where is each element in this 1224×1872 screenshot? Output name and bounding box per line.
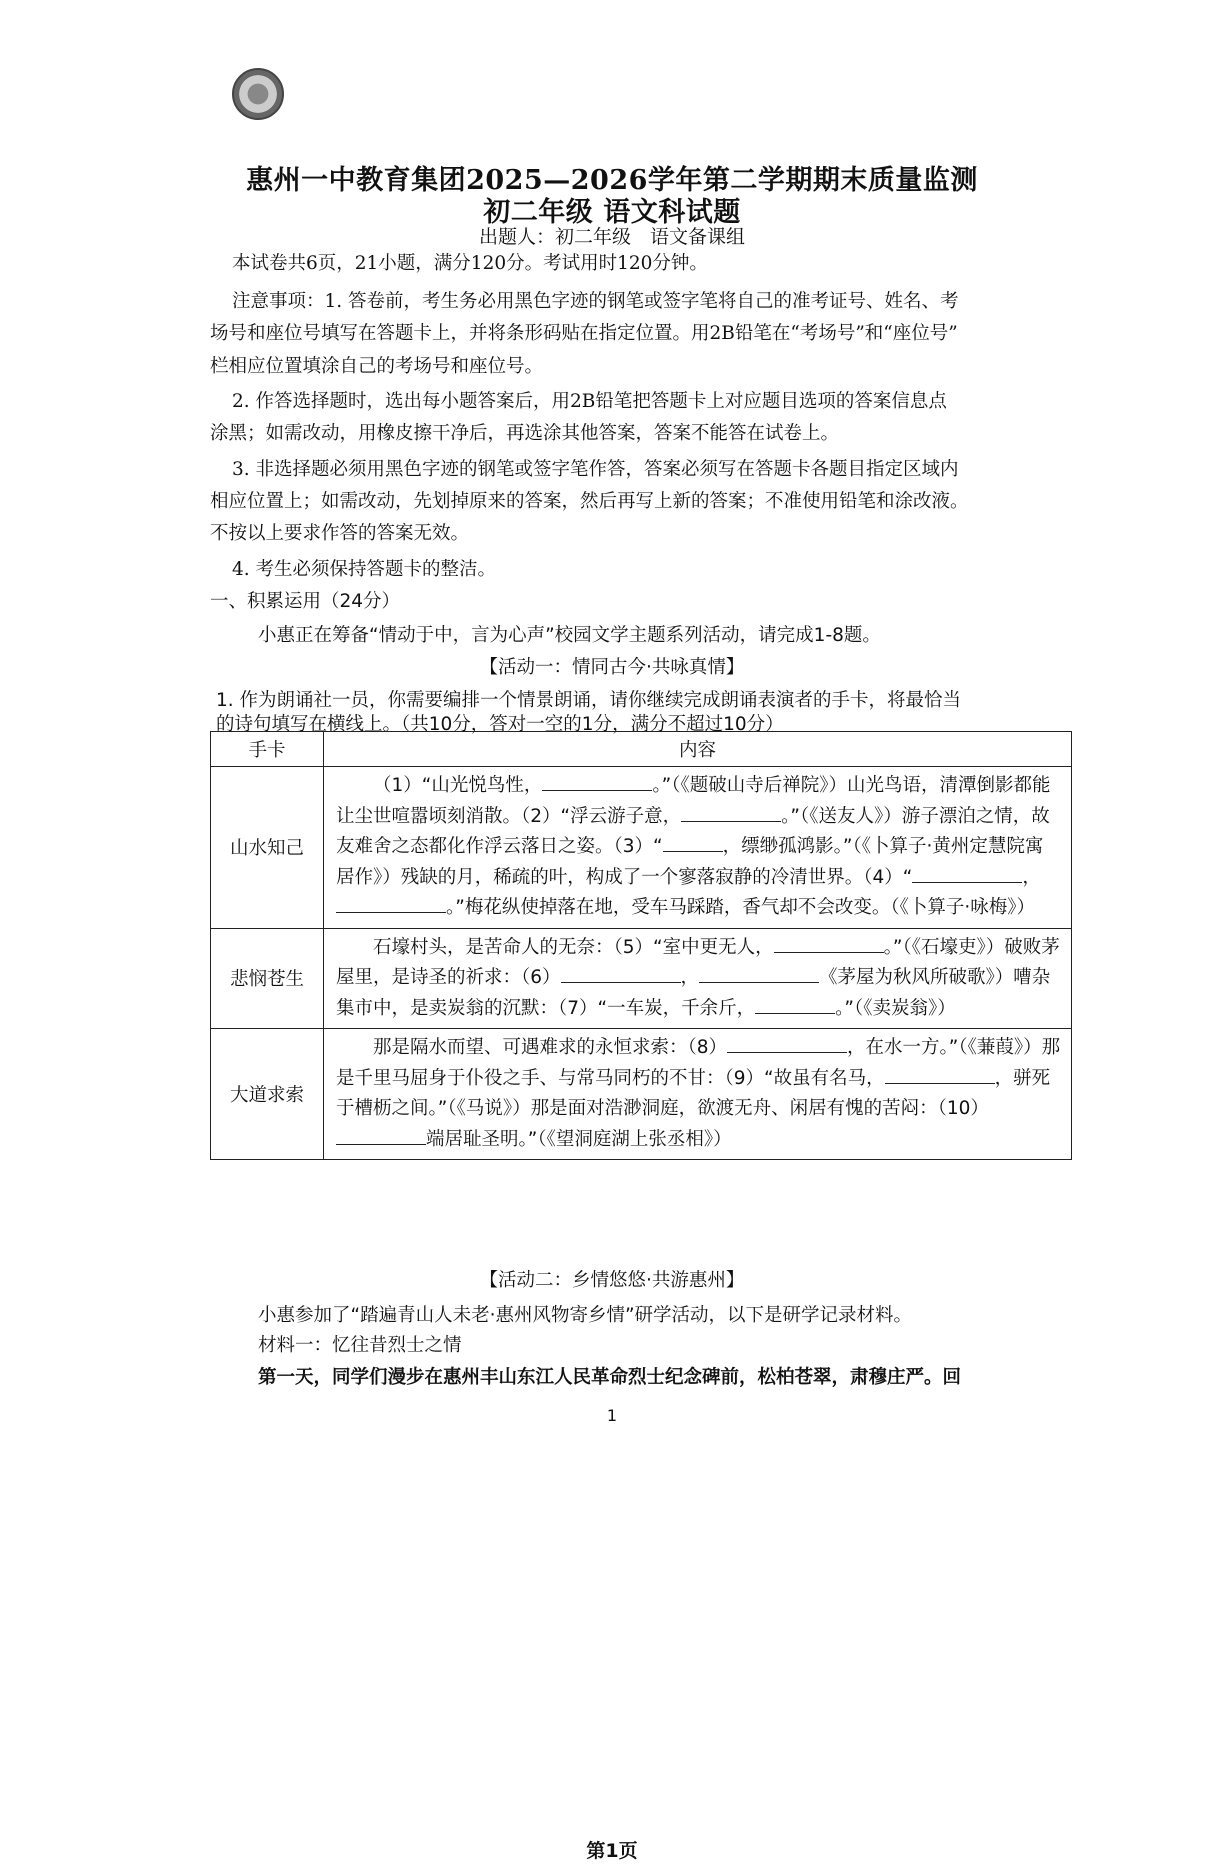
activity-lead: 小惠参加了“踏遍青山人未老·惠州风物寄乡情”研学活动，以下是研学记录材料。 xyxy=(258,1305,913,1326)
answer-blank[interactable] xyxy=(912,864,1022,883)
exam-summary: 本试卷共6页，21小题，满分120分。考试用时120分钟。 xyxy=(232,253,708,274)
row-label: 山水知己 xyxy=(211,767,324,929)
question-text: 的诗句填写在横线上。（共10分，答对一空的1分，满分不超过10分） xyxy=(216,714,784,735)
exam-title: 惠州一中教育集团2025—2026学年第二学期期末质量监测 xyxy=(246,165,978,196)
section-heading: 一、积累运用（24分） xyxy=(210,591,401,612)
note-line: 不按以上要求作答的答案无效。 xyxy=(210,523,470,544)
table-row xyxy=(211,928,1072,1029)
note-line: 涂黑；如需改动，用橡皮擦干净后，再选涂其他答案，答案不能答在试卷上。 xyxy=(210,423,840,444)
table-header-row xyxy=(211,732,1072,767)
note-line: 2. 作答选择题时，选出每小题答案后，用2B铅笔把答题卡上对应题目选项的答案信息点 xyxy=(232,391,947,412)
question-text: 1. 作为朗诵社一员，你需要编排一个情景朗诵，请你继续完成朗诵表演者的手卡，将最恰当 xyxy=(216,690,962,711)
answer-blank[interactable] xyxy=(774,934,884,953)
answer-blank[interactable] xyxy=(727,1034,847,1053)
answer-blank[interactable] xyxy=(699,964,819,983)
exam-subtitle: 初二年级 语文科试题 xyxy=(483,197,741,228)
page-number: 1 xyxy=(606,1406,618,1425)
activity-heading: 【活动二：乡情悠悠·共游惠州】 xyxy=(479,1270,745,1291)
note-line: 3. 非选择题必须用黑色字迹的钢笔或签字笔作答，答案必须写在答题卡各题目指定区域内 xyxy=(232,459,959,480)
note-line: 相应位置上；如需改动，先划掉原来的答案，然后再写上新的答案；不准使用铅笔和涂改液。 xyxy=(210,491,969,512)
school-seal-icon xyxy=(232,68,284,120)
note-line: 场号和座位号填写在答题卡上，并将条形码贴在指定位置。用2B铅笔在“考场号”和“座位号” xyxy=(210,323,958,344)
activity-heading: 【活动一：情同古今·共咏真情】 xyxy=(479,657,745,678)
answer-blank[interactable] xyxy=(336,894,446,913)
answer-blank[interactable] xyxy=(681,803,781,822)
answer-blank[interactable] xyxy=(561,964,681,983)
row-content: 那是隔水而望、可遇难求的永恒求索：（8） ，在水一方。”（《蒹葭》）那是千里马屈身于仆役之手、与常马同朽的不甘：（9）“故虽有名马， ，骈死于槽枥之间。”（《马说》）那是面对浩渺洞庭，欲渡无舟、闲居有愧的苦闷：（10）端居耻圣明。”（《望洞庭湖上张丞相》） xyxy=(324,1029,1072,1160)
note-line: 栏相应位置填涂自己的考场号和座位号。 xyxy=(210,356,544,377)
answer-blank[interactable] xyxy=(885,1065,995,1084)
section-lead: 小惠正在筹备“情动于中，言为心声”校园文学主题系列活动，请完成1-8题。 xyxy=(258,625,881,646)
table-row xyxy=(211,767,1072,929)
row-label: 悲悯苍生 xyxy=(211,928,324,1029)
row-label: 大道求索 xyxy=(211,1029,324,1160)
row-content: 石壕村头，是苦命人的无奈：（5）“室中更无人， 。”（《石壕吏》）破败茅屋里，是诗圣的祈求：（6） ， 《茅屋为秋风所破歌》）嘈杂集市中，是卖炭翁的沉默：（7）“一车炭，千余斤， 。”（《卖炭翁》） xyxy=(324,928,1072,1029)
answer-blank[interactable] xyxy=(336,1126,426,1145)
hand-card-table xyxy=(210,731,1072,1160)
answer-blank[interactable] xyxy=(663,833,723,852)
answer-blank[interactable] xyxy=(755,995,835,1014)
column-header: 手卡 xyxy=(211,732,324,767)
column-header: 内容 xyxy=(324,732,1072,767)
table-row xyxy=(211,1029,1072,1160)
row-content: （1）“山光悦鸟性， 。”（《题破山寺后禅院》）山光鸟语，清潭倒影都能让尘世喧嚣顷刻消散。（2）“浮云游子意， 。”（《送友人》）游子漂泊之情，故友难舍之态都化作浮云落日之姿。（3）“ ，缥缈孤鸿影。”（《卜算子·黄州定慧院寓居作》）残缺的月，稀疏的叶，构成了一个寥落寂静的冷清世界。（4）“ ，。”梅花纵使掉落在地，受车马踩踏，香气却不会改变。（《卜算子·咏梅》） xyxy=(324,767,1072,929)
material-paragraph: 第一天，同学们漫步在惠州丰山东江人民革命烈士纪念碑前，松柏苍翠，肃穆庄严。回 xyxy=(258,1367,962,1388)
material-heading: 材料一：忆往昔烈士之情 xyxy=(258,1335,462,1356)
note-line: 4. 考生必须保持答题卡的整洁。 xyxy=(232,559,497,580)
author-line: 出题人：初二年级 语文备课组 xyxy=(478,226,745,248)
answer-blank[interactable] xyxy=(542,772,652,791)
note-line: 注意事项：1. 答卷前，考生务必用黑色字迹的钢笔或签字笔将自己的准考证号、姓名、考 xyxy=(232,291,959,312)
page-footer: 第1页 xyxy=(586,1840,638,1862)
